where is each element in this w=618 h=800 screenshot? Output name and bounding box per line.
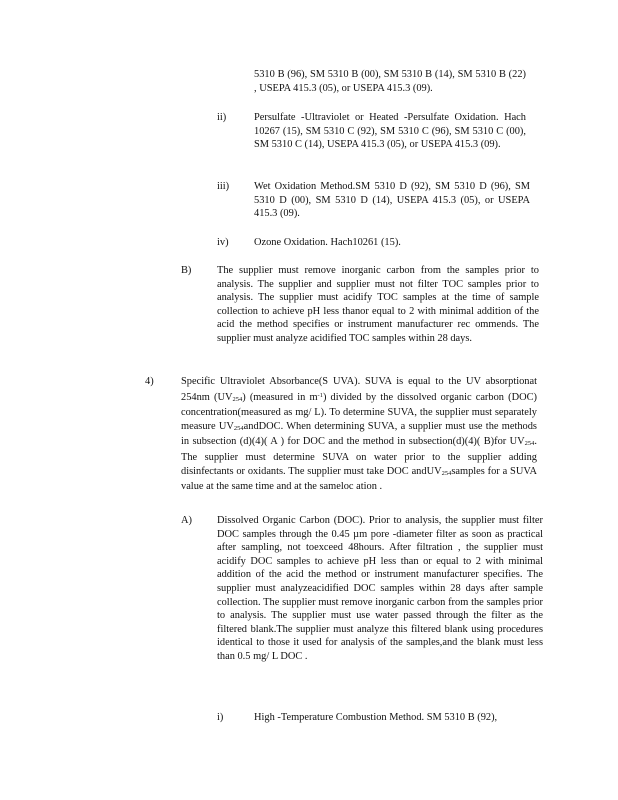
continuation-text: 5310 B (96), SM 5310 B (00), SM 5310 B (14), SM 5310 B (22) , USEPA 415.3 (05), or USEPA 415.3 (09).: [254, 69, 526, 94]
section-4-label: 4): [145, 376, 154, 387]
item-iv-label: iv): [217, 237, 229, 248]
uv254-subscript: 254: [233, 424, 244, 432]
item-ii-text: Persulfate -Ultraviolet or Heated -Persulfate Oxidation. Hach 10267 (15), SM 5310 C (92), SM 5310 C (96), SM 5310 C (00), SM 5310 C (14), USEPA 415.3 (05), or USEPA 415.3 (09).: [254, 112, 526, 151]
section-a-text: Dissolved Organic Carbon (DOC). Prior to analysis, the supplier must filter DOC samples through the 0.45 µm pore -diameter filter as soon as practical after sampling, not toexceed 48hours. After filtration , the supplier must acidify DOC samples to achieve pH less than or equal to 2 with minimal addition of the acid the method or instrument manufacturer specifies. The supplier must analyzeacidified DOC samples within 28 days after sample collection. The supplier must remove inorganic carbon from the samples prior to analysis. The supplier must use water passed through the filter as the filtered blank.The supplier must analyze this filtered blank using procedures identical to those it used for analysis of the samples,and the blank must less than 0.5 mg/ L DOC .: [217, 515, 543, 662]
item-ii-label: ii): [217, 112, 227, 123]
item-i-label: i): [217, 712, 224, 723]
section-4-text: [181, 375, 537, 494]
per-meter-superscript: -1: [317, 391, 323, 399]
item-iii-text: Wet Oxidation Method.SM 5310 D (92), SM 5310 D (96), SM 5310 D (00), SM 5310 D (14), USEPA 415.3 (05), or USEPA 415.3 (09).: [254, 181, 530, 220]
suva-part-5: . The supplier must determine SUVA on water prior to the supplier adding disinfectants or oxidants. The supplier must take DOC andUV: [181, 436, 537, 477]
section-b-label: B): [181, 265, 192, 276]
item-i-text: High -Temperature Combustion Method. SM 5310 B (92),: [254, 712, 498, 723]
suva-part-1: Specific Ultraviolet Absorbance(S UVA). SUVA is equal to the UV absorptionat 254nm (UV: [181, 376, 537, 403]
suva-part-6: samples for a SUVA value at the same time and at the sameloc ation .: [181, 465, 537, 493]
suva-part-2: ) (measured in m: [242, 391, 318, 403]
section-b-text: The supplier must remove inorganic carbon from the samples prior to analysis. The supplier and supplier must not filter TOC samples prior to analysis. The supplier must acidify TOC samples at the time of sample collection to achieve pH less thanor equal to 2 with minimal addition of the acid the method specifies or instrument manufacturer rec ommends. The supplier must analyze acidified TOC samples within 28 days.: [217, 265, 539, 344]
suva-part-3: ) divided by the dissolved organic carbon (DOC) concentration(measured as mg/ L). To determine SUVA, the supplier must separately measure UV: [181, 391, 537, 432]
uv254-subscript: 254: [524, 440, 535, 448]
uv254-subscript: 254: [232, 395, 243, 403]
section-a-label: A): [181, 515, 192, 526]
suva-part-4: andDOC. When determining SUVA, a supplier must use the methods in subsection (d)(4)( A ) for DOC and the method in subsection(d)(4)( B)for UV: [181, 420, 537, 448]
item-iii-label: iii): [217, 181, 230, 192]
item-iv-text: Ozone Oxidation. Hach10261 (15).: [254, 237, 401, 248]
uv254-subscript: 254: [441, 469, 452, 477]
